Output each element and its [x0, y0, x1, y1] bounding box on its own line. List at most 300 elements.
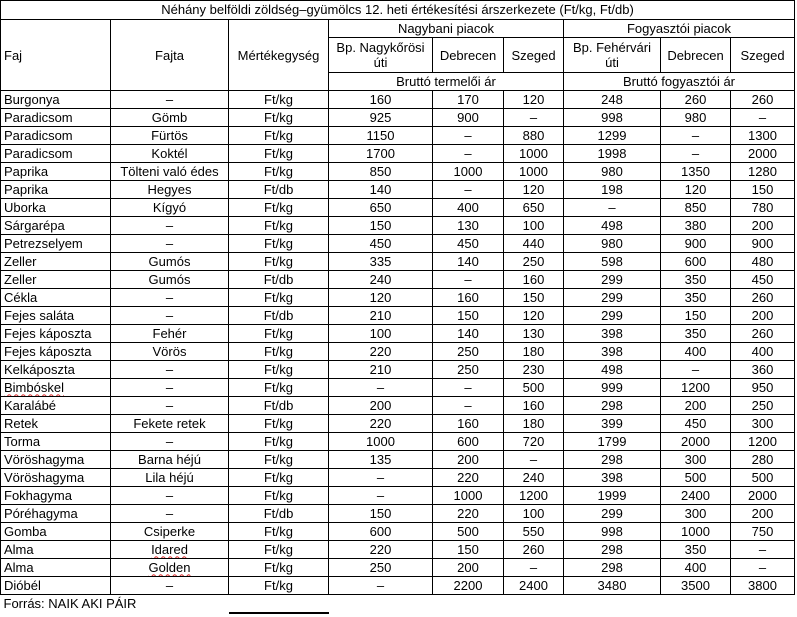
- table-row: [1, 397, 795, 415]
- cell-szeged-retail: 1200: [731, 433, 795, 451]
- cell-faj: Fejes saláta: [1, 307, 111, 325]
- spellcheck-word: Idared: [151, 541, 188, 557]
- cell-faj: Retek: [1, 415, 111, 433]
- cell-bp-retail: 298: [564, 451, 661, 469]
- table-row: [1, 289, 795, 307]
- cell-debrecen-wholesale: 200: [433, 559, 504, 577]
- cell-faj: Fejes káposzta: [1, 325, 111, 343]
- cell-bp-retail: 980: [564, 235, 661, 253]
- cell-faj: [1, 379, 111, 397]
- cell-bp-retail: 299: [564, 271, 661, 289]
- cell-debrecen-wholesale: 160: [433, 415, 504, 433]
- cell-bp-wholesale: 160: [329, 91, 433, 109]
- cell-unit: Ft/kg: [229, 109, 329, 127]
- cell-szeged-retail: 3800: [731, 577, 795, 595]
- cell-szeged-wholesale: 120: [504, 181, 564, 199]
- cell-debrecen-wholesale: 2200: [433, 577, 504, 595]
- cell-debrecen-retail: –: [661, 127, 731, 145]
- cell-szeged-retail: 150: [731, 181, 795, 199]
- cell-szeged-wholesale: –: [504, 109, 564, 127]
- cell-bp-retail: 298: [564, 559, 661, 577]
- cell-debrecen-retail: 3500: [661, 577, 731, 595]
- cell-szeged-retail: 1280: [731, 163, 795, 181]
- cell-bp-retail: 980: [564, 163, 661, 181]
- cell-faj: Fejes káposzta: [1, 343, 111, 361]
- cell-szeged-retail: 260: [731, 325, 795, 343]
- cell-bp-retail: 399: [564, 415, 661, 433]
- table-row: [1, 559, 795, 577]
- cell-fajta: –: [111, 235, 229, 253]
- cell-unit: Ft/kg: [229, 127, 329, 145]
- cell-faj: Paradicsom: [1, 145, 111, 163]
- cell-bp-retail: 1998: [564, 145, 661, 163]
- cell-fajta: Hegyes: [111, 181, 229, 199]
- cell-unit: Ft/kg: [229, 325, 329, 343]
- cell-unit: Ft/kg: [229, 217, 329, 235]
- cell-faj: Sárgarépa: [1, 217, 111, 235]
- cell-unit: Ft/kg: [229, 145, 329, 163]
- cell-debrecen-wholesale: 450: [433, 235, 504, 253]
- cell-bp-wholesale: 650: [329, 199, 433, 217]
- cell-debrecen-retail: 350: [661, 271, 731, 289]
- cell-bp-wholesale: 120: [329, 289, 433, 307]
- cell-unit: Ft/kg: [229, 541, 329, 559]
- cell-bp-wholesale: 135: [329, 451, 433, 469]
- cell-fajta: –: [111, 487, 229, 505]
- cell-debrecen-retail: –: [661, 145, 731, 163]
- table-row: [1, 181, 795, 199]
- cell-debrecen-retail: 2400: [661, 487, 731, 505]
- cell-fajta: Gumós: [111, 253, 229, 271]
- cell-bp-wholesale: 335: [329, 253, 433, 271]
- cell-bp-retail: –: [564, 199, 661, 217]
- cell-unit: Ft/kg: [229, 343, 329, 361]
- cell-faj: Póréhagyma: [1, 505, 111, 523]
- cell-fajta: Fekete retek: [111, 415, 229, 433]
- cell-szeged-wholesale: 720: [504, 433, 564, 451]
- cell-szeged-wholesale: 2400: [504, 577, 564, 595]
- cell-unit: Ft/kg: [229, 235, 329, 253]
- cell-debrecen-retail: 120: [661, 181, 731, 199]
- cell-szeged-retail: 780: [731, 199, 795, 217]
- cell-unit: Ft/db: [229, 271, 329, 289]
- cell-szeged-retail: –: [731, 541, 795, 559]
- cell-szeged-retail: 400: [731, 343, 795, 361]
- cell-unit: Ft/kg: [229, 163, 329, 181]
- cell-unit: Ft/kg: [229, 199, 329, 217]
- cell-unit: Ft/kg: [229, 559, 329, 577]
- table-row: [1, 163, 795, 181]
- cell-szeged-retail: 280: [731, 451, 795, 469]
- table-row: [1, 325, 795, 343]
- cell-fajta: [111, 541, 229, 559]
- table-row: [1, 217, 795, 235]
- cell-faj: Zeller: [1, 271, 111, 289]
- table-row: [1, 433, 795, 451]
- cell-szeged-wholesale: 250: [504, 253, 564, 271]
- cell-debrecen-wholesale: 1000: [433, 163, 504, 181]
- table-row: [1, 541, 795, 559]
- cell-bp-wholesale: 100: [329, 325, 433, 343]
- cell-bp-retail: 1299: [564, 127, 661, 145]
- table-row: [1, 91, 795, 109]
- header-debrecen-wholesale: Debrecen: [433, 38, 504, 73]
- cell-debrecen-retail: 400: [661, 343, 731, 361]
- cell-szeged-wholesale: 160: [504, 271, 564, 289]
- cell-szeged-wholesale: 550: [504, 523, 564, 541]
- cell-fajta: Koktél: [111, 145, 229, 163]
- cell-bp-retail: 1999: [564, 487, 661, 505]
- cell-debrecen-wholesale: 170: [433, 91, 504, 109]
- cell-debrecen-retail: 1000: [661, 523, 731, 541]
- cell-szeged-wholesale: 500: [504, 379, 564, 397]
- cell-szeged-retail: 900: [731, 235, 795, 253]
- table-row: [1, 235, 795, 253]
- cell-unit: Ft/kg: [229, 577, 329, 595]
- header-szeged-retail: Szeged: [731, 38, 795, 73]
- cell-bp-retail: 398: [564, 469, 661, 487]
- table-row: [1, 253, 795, 271]
- cell-debrecen-retail: 400: [661, 559, 731, 577]
- cell-unit: Ft/kg: [229, 487, 329, 505]
- cell-faj: Vöröshagyma: [1, 451, 111, 469]
- header-bp-retail: Bp. Fehérvári úti: [564, 38, 661, 73]
- cell-debrecen-retail: 2000: [661, 433, 731, 451]
- cell-debrecen-wholesale: 900: [433, 109, 504, 127]
- cell-faj: Torma: [1, 433, 111, 451]
- cell-bp-retail: 198: [564, 181, 661, 199]
- header-producer-price: Bruttó termelői ár: [329, 73, 564, 91]
- cell-bp-retail: 998: [564, 109, 661, 127]
- cell-bp-retail: 998: [564, 523, 661, 541]
- table-row: [1, 451, 795, 469]
- cell-bp-retail: 398: [564, 343, 661, 361]
- cell-bp-wholesale: 220: [329, 415, 433, 433]
- cell-faj: Burgonya: [1, 91, 111, 109]
- table-row: [1, 271, 795, 289]
- cell-fajta: –: [111, 379, 229, 397]
- cell-debrecen-wholesale: 500: [433, 523, 504, 541]
- cell-bp-retail: 498: [564, 217, 661, 235]
- cell-szeged-wholesale: 120: [504, 91, 564, 109]
- header-wholesale: Nagybani piacok: [329, 20, 564, 38]
- header-fajta: Fajta: [111, 20, 229, 91]
- cell-szeged-wholesale: 440: [504, 235, 564, 253]
- cell-bp-wholesale: 210: [329, 361, 433, 379]
- table-row: [1, 145, 795, 163]
- cell-debrecen-retail: 300: [661, 505, 731, 523]
- cell-debrecen-wholesale: –: [433, 379, 504, 397]
- cell-unit: Ft/db: [229, 505, 329, 523]
- cell-debrecen-retail: –: [661, 361, 731, 379]
- cell-bp-retail: 298: [564, 397, 661, 415]
- cell-szeged-retail: 950: [731, 379, 795, 397]
- cell-szeged-wholesale: 100: [504, 505, 564, 523]
- header-bp-wholesale: Bp. Nagykőrösi úti: [329, 38, 433, 73]
- cell-fajta: Vörös: [111, 343, 229, 361]
- cell-debrecen-wholesale: 200: [433, 451, 504, 469]
- cell-szeged-retail: –: [731, 109, 795, 127]
- cell-fajta: –: [111, 577, 229, 595]
- cell-bp-retail: 298: [564, 541, 661, 559]
- cell-szeged-retail: –: [731, 559, 795, 577]
- cell-bp-wholesale: 200: [329, 397, 433, 415]
- cell-debrecen-retail: 200: [661, 397, 731, 415]
- cell-szeged-retail: 480: [731, 253, 795, 271]
- cell-faj: Fokhagyma: [1, 487, 111, 505]
- cell-szeged-retail: 200: [731, 505, 795, 523]
- cell-fajta: Tölteni való édes: [111, 163, 229, 181]
- cell-szeged-wholesale: 260: [504, 541, 564, 559]
- cell-fajta: –: [111, 433, 229, 451]
- table-row: [1, 307, 795, 325]
- cell-debrecen-retail: 600: [661, 253, 731, 271]
- cell-faj: Karalábé: [1, 397, 111, 415]
- cell-szeged-wholesale: 650: [504, 199, 564, 217]
- cell-unit: Ft/kg: [229, 289, 329, 307]
- cell-szeged-retail: 2000: [731, 145, 795, 163]
- table-row: [1, 577, 795, 595]
- cell-bp-wholesale: 150: [329, 217, 433, 235]
- cell-unit: Ft/db: [229, 307, 329, 325]
- cell-bp-retail: 248: [564, 91, 661, 109]
- table-row: [1, 523, 795, 541]
- cell-szeged-retail: 450: [731, 271, 795, 289]
- cell-fajta: Kígyó: [111, 199, 229, 217]
- cell-faj: Paradicsom: [1, 127, 111, 145]
- cell-debrecen-wholesale: 250: [433, 343, 504, 361]
- cell-bp-retail: 1799: [564, 433, 661, 451]
- header-consumer-price: Bruttó fogyasztói ár: [564, 73, 795, 91]
- cell-faj: Kelkáposzta: [1, 361, 111, 379]
- cell-unit: Ft/kg: [229, 379, 329, 397]
- cell-bp-wholesale: 210: [329, 307, 433, 325]
- table-row: [1, 379, 795, 397]
- cell-bp-retail: 299: [564, 505, 661, 523]
- cell-szeged-wholesale: 1000: [504, 163, 564, 181]
- cell-debrecen-retail: 150: [661, 307, 731, 325]
- cell-szeged-retail: 500: [731, 469, 795, 487]
- cell-unit: Ft/kg: [229, 415, 329, 433]
- cell-szeged-wholesale: 1000: [504, 145, 564, 163]
- cell-bp-retail: 498: [564, 361, 661, 379]
- cell-debrecen-wholesale: 150: [433, 307, 504, 325]
- cell-fajta: –: [111, 361, 229, 379]
- cell-szeged-retail: 1300: [731, 127, 795, 145]
- cell-debrecen-wholesale: 1000: [433, 487, 504, 505]
- table-row: [1, 361, 795, 379]
- cell-bp-retail: 999: [564, 379, 661, 397]
- cell-debrecen-wholesale: –: [433, 127, 504, 145]
- cell-faj: Vöröshagyma: [1, 469, 111, 487]
- cell-debrecen-wholesale: 160: [433, 289, 504, 307]
- cell-faj: Uborka: [1, 199, 111, 217]
- table-row: [1, 487, 795, 505]
- cell-szeged-wholesale: –: [504, 451, 564, 469]
- cell-unit: Ft/kg: [229, 91, 329, 109]
- cell-faj: Gomba: [1, 523, 111, 541]
- cell-bp-wholesale: –: [329, 487, 433, 505]
- cell-debrecen-retail: 350: [661, 325, 731, 343]
- cell-szeged-retail: 250: [731, 397, 795, 415]
- cell-bp-wholesale: –: [329, 469, 433, 487]
- cell-debrecen-retail: 900: [661, 235, 731, 253]
- cell-unit: Ft/db: [229, 181, 329, 199]
- cell-szeged-retail: 260: [731, 91, 795, 109]
- cell-debrecen-wholesale: 150: [433, 541, 504, 559]
- cell-szeged-wholesale: 130: [504, 325, 564, 343]
- spellcheck-word: Bimbóskel: [4, 379, 64, 395]
- cell-debrecen-retail: 500: [661, 469, 731, 487]
- header-debrecen-retail: Debrecen: [661, 38, 731, 73]
- cell-unit: Ft/kg: [229, 253, 329, 271]
- cell-faj: Cékla: [1, 289, 111, 307]
- cell-fajta: Gömb: [111, 109, 229, 127]
- cell-bp-retail: 3480: [564, 577, 661, 595]
- cell-szeged-wholesale: 240: [504, 469, 564, 487]
- cell-debrecen-wholesale: 220: [433, 469, 504, 487]
- cell-faj: Zeller: [1, 253, 111, 271]
- cell-bp-wholesale: 1150: [329, 127, 433, 145]
- cell-debrecen-wholesale: –: [433, 397, 504, 415]
- cell-fajta: Gumós: [111, 271, 229, 289]
- cell-debrecen-retail: 450: [661, 415, 731, 433]
- cell-debrecen-wholesale: 140: [433, 253, 504, 271]
- cell-bp-retail: 398: [564, 325, 661, 343]
- source-note: Forrás: NAIK AKI PÁIR: [3, 596, 137, 611]
- cell-unit: Ft/db: [229, 397, 329, 415]
- cell-bp-wholesale: 1000: [329, 433, 433, 451]
- cell-bp-wholesale: –: [329, 379, 433, 397]
- table-row: [1, 127, 795, 145]
- cell-bp-wholesale: 220: [329, 343, 433, 361]
- spellcheck-word: Golden: [148, 559, 191, 575]
- cell-fajta: [111, 559, 229, 577]
- cell-bp-wholesale: 250: [329, 559, 433, 577]
- cell-debrecen-wholesale: –: [433, 181, 504, 199]
- cell-fajta: Lila héjú: [111, 469, 229, 487]
- cell-fajta: –: [111, 397, 229, 415]
- cell-szeged-retail: 200: [731, 217, 795, 235]
- cell-bp-wholesale: 925: [329, 109, 433, 127]
- cell-fajta: –: [111, 307, 229, 325]
- cell-unit: Ft/kg: [229, 361, 329, 379]
- table-row: [1, 199, 795, 217]
- cell-bp-wholesale: 220: [329, 541, 433, 559]
- cell-fajta: –: [111, 91, 229, 109]
- cell-fajta: Fehér: [111, 325, 229, 343]
- cell-debrecen-wholesale: 250: [433, 361, 504, 379]
- cell-fajta: Fürtös: [111, 127, 229, 145]
- cell-debrecen-wholesale: –: [433, 271, 504, 289]
- cell-debrecen-retail: 300: [661, 451, 731, 469]
- cell-debrecen-wholesale: 130: [433, 217, 504, 235]
- cell-faj: Alma: [1, 559, 111, 577]
- table-row: [1, 469, 795, 487]
- cell-bp-retail: 299: [564, 289, 661, 307]
- cell-szeged-wholesale: –: [504, 559, 564, 577]
- cell-szeged-retail: 260: [731, 289, 795, 307]
- cell-fajta: Barna héjú: [111, 451, 229, 469]
- cell-debrecen-wholesale: 600: [433, 433, 504, 451]
- cell-szeged-retail: 2000: [731, 487, 795, 505]
- cell-szeged-wholesale: 230: [504, 361, 564, 379]
- cell-szeged-wholesale: 1200: [504, 487, 564, 505]
- cell-szeged-wholesale: 180: [504, 415, 564, 433]
- cell-szeged-retail: 360: [731, 361, 795, 379]
- cell-debrecen-retail: 980: [661, 109, 731, 127]
- cell-bp-wholesale: –: [329, 577, 433, 595]
- cell-unit: Ft/kg: [229, 469, 329, 487]
- table-row: [1, 505, 795, 523]
- table-title: Néhány belföldi zöldség–gyümölcs 12. heti értékesítési árszerkezete (Ft/kg, Ft/db): [1, 1, 795, 20]
- cell-debrecen-retail: 850: [661, 199, 731, 217]
- header-retail: Fogyasztói piacok: [564, 20, 795, 38]
- cell-faj: Dióbél: [1, 577, 111, 595]
- cell-szeged-retail: 300: [731, 415, 795, 433]
- cell-debrecen-retail: 350: [661, 289, 731, 307]
- cell-bp-retail: 598: [564, 253, 661, 271]
- cell-unit: Ft/kg: [229, 433, 329, 451]
- table-row: [1, 109, 795, 127]
- cell-fajta: Csiperke: [111, 523, 229, 541]
- cell-debrecen-retail: 260: [661, 91, 731, 109]
- cell-bp-wholesale: 450: [329, 235, 433, 253]
- cell-szeged-wholesale: 100: [504, 217, 564, 235]
- cell-debrecen-wholesale: 220: [433, 505, 504, 523]
- cell-bp-wholesale: 150: [329, 505, 433, 523]
- cell-debrecen-wholesale: 400: [433, 199, 504, 217]
- selected-cell[interactable]: [229, 595, 329, 614]
- cell-szeged-wholesale: 150: [504, 289, 564, 307]
- cell-szeged-wholesale: 160: [504, 397, 564, 415]
- cell-debrecen-retail: 1200: [661, 379, 731, 397]
- cell-faj: Petrezselyem: [1, 235, 111, 253]
- cell-debrecen-retail: 1350: [661, 163, 731, 181]
- cell-faj: Paprika: [1, 163, 111, 181]
- cell-bp-wholesale: 600: [329, 523, 433, 541]
- cell-debrecen-wholesale: –: [433, 145, 504, 163]
- cell-bp-wholesale: 850: [329, 163, 433, 181]
- cell-bp-retail: 299: [564, 307, 661, 325]
- cell-szeged-retail: 750: [731, 523, 795, 541]
- cell-debrecen-wholesale: 140: [433, 325, 504, 343]
- cell-unit: Ft/kg: [229, 451, 329, 469]
- cell-unit: Ft/kg: [229, 523, 329, 541]
- cell-bp-wholesale: 140: [329, 181, 433, 199]
- header-faj: Faj: [1, 20, 111, 91]
- table-body: [1, 91, 795, 595]
- cell-bp-wholesale: 1700: [329, 145, 433, 163]
- table-row: [1, 415, 795, 433]
- cell-fajta: –: [111, 217, 229, 235]
- cell-faj: Paprika: [1, 181, 111, 199]
- header-unit: Mértékegység: [229, 20, 329, 91]
- cell-debrecen-retail: 380: [661, 217, 731, 235]
- cell-fajta: –: [111, 289, 229, 307]
- header-szeged-wholesale: Szeged: [504, 38, 564, 73]
- cell-faj: Alma: [1, 541, 111, 559]
- cell-bp-wholesale: 240: [329, 271, 433, 289]
- cell-fajta: –: [111, 505, 229, 523]
- cell-faj: Paradicsom: [1, 109, 111, 127]
- table-row: [1, 343, 795, 361]
- cell-szeged-wholesale: 880: [504, 127, 564, 145]
- cell-szeged-wholesale: 180: [504, 343, 564, 361]
- cell-debrecen-retail: 350: [661, 541, 731, 559]
- cell-szeged-wholesale: 120: [504, 307, 564, 325]
- cell-szeged-retail: 200: [731, 307, 795, 325]
